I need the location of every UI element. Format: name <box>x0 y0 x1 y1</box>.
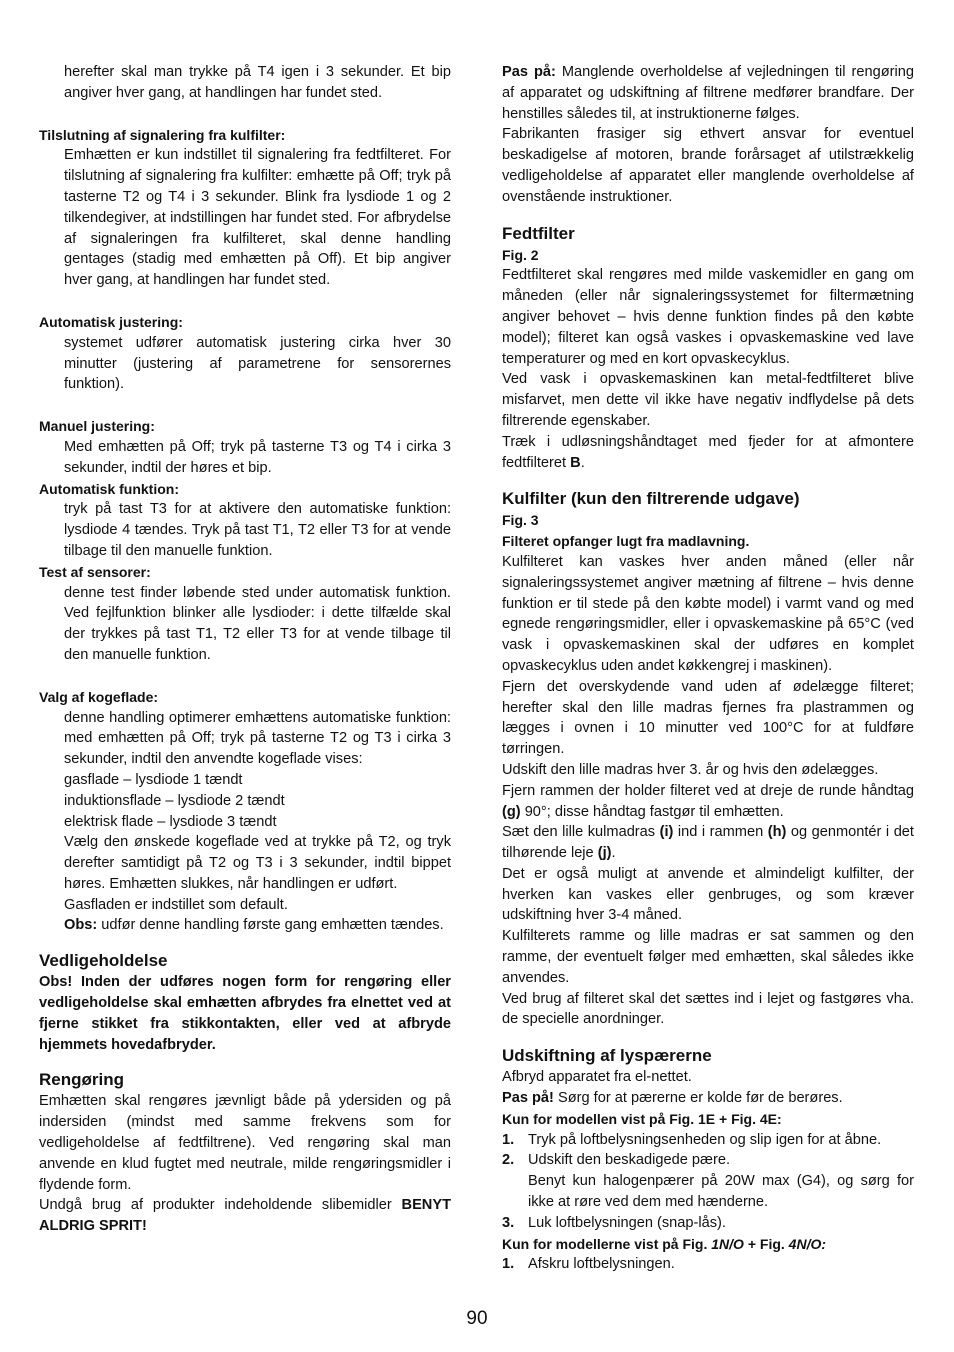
paragraph: Afbryd apparatet fra el-nettet. <box>502 1069 692 1086</box>
note-label: Obs: <box>64 917 98 934</box>
section-label: Tilslutning af signalering fra kulfilter: <box>39 126 286 143</box>
section-label: Automatisk funktion: <box>39 480 179 497</box>
paragraph: Fabrikanten frasiger sig ethvert ansvar for eventuel beskadigelse af motoren, brande forårsaget af utilstrækkelig vedligeholdelse af apparatet eller manglende overholdelse af ovenstående instruktioner. <box>502 126 914 205</box>
step-text: Udskift den beskadigede pære. <box>528 1152 731 1169</box>
model-label-text: + Fig. <box>743 1235 789 1252</box>
paragraph <box>502 822 914 864</box>
part-label: (h) <box>767 824 787 841</box>
step-text: Tryk på loftbelysningsenheden og slip igen for at åbne. <box>528 1131 882 1148</box>
paragraph: systemet udfører automatisk justering cirka hver 30 minutter (justering af parametrene for sensorernes funktion). <box>64 334 451 393</box>
section-label: Automatisk justering: <box>39 313 183 330</box>
section-label: Test af sensorer: <box>39 563 151 580</box>
paragraph-text: Undgå brug af produkter indeholdende slibemidler <box>39 1197 402 1214</box>
section-label: Valg af kogeflade: <box>39 688 159 705</box>
paragraph: Gasfladen er indstillet som default. <box>64 896 288 913</box>
warning-text: Sørg for at pærerne er kolde før de berøres. <box>553 1090 843 1107</box>
section-heading: Rengøring <box>39 1070 124 1090</box>
paragraph: Fedtfilteret skal rengøres med milde vaskemidler en gang om måneden (eller når signaleringssystemet for filtermætning angiver behovet – hvis denne funktion findes på den købte model); filteret kan også vaskes i opvaskemaskine ved lave temperaturer og med en kort opvaskecyklus. <box>502 267 914 367</box>
part-label: (j) <box>597 845 612 862</box>
paragraph: denne test finder løbende sted under automatisk funktion. Ved fejlfunktion blinker alle lysdioder: i dette tilfælde skal der trykkes på tast T1, T2 eller T3 for at vende tilbage til den manuelle funktion. <box>64 584 451 663</box>
list-item: elektrisk flade – lysdiode 3 tændt <box>64 813 277 830</box>
model-label: Kun for modellen vist på Fig. 1E + Fig. 4E: <box>502 1110 782 1127</box>
paragraph-text: Fjern rammen der holder filteret ved at dreje de runde håndtag <box>502 782 914 799</box>
left-column <box>39 62 451 1237</box>
paragraph: tryk på tast T3 for at aktivere den automatiske funktion: lysdiode 4 tændes. Tryk på tast T1, T2 eller T3 for at vende tilbage til den manuelle funktion. <box>64 501 451 559</box>
paragraph: Emhætten er kun indstillet til signalering fra fedtfilteret. For tilslutning af signalering fra kulfilter: emhætte på Off; tryk på tasterne T2 og T4 i 3 sekunder. Blink fra lysdiode 1 og 2 tilkendegiver, at indstillingen har fundet sted. For afbrydelse af signaleringen fra kulfilteret, skal denne handling gentages (stadig med emhætten på Off). Et bip angiver hver gang, at handlingen har fundet sted. <box>64 147 451 289</box>
paragraph: Ved brug af filteret skal det sættes ind i lejet og fastgøres vha. de specielle anordninger. <box>502 990 914 1028</box>
paragraph-text: og genmontér i det tilhørende leje <box>502 824 914 862</box>
part-label: (i) <box>659 824 674 841</box>
paragraph: Kulfilteret kan vaskes hver anden måned (eller når signaleringssystemet angiver mætning af filtrene – hvis denne funktion er til stede på den købte model) i varmt vand og med egnede rengøringsmidler, eller i opvaskemaskine på 65°C (ved vask i opvaskemaskinen skal der udføres en komplet opvaskecyklus uden andet køkkengrej i maskinen). <box>502 553 914 674</box>
paragraph: Træk i udløsningshåndtaget med fjeder for at afmontere fedtfilteret B. <box>502 433 914 471</box>
part-label: (g) <box>502 803 521 820</box>
step-number: 2. <box>502 1152 515 1169</box>
warning-paragraph: Obs! Inden der udføres nogen form for rengøring eller vedligeholdelse skal emhætten afbrydes fra elnettet ved at fjerne stikket fra stikkontakten, eller ved at afbryde hjemmets hovedafbryder. <box>39 974 451 1053</box>
paragraph <box>502 781 914 823</box>
warning-label: Pas på: <box>502 64 556 80</box>
model-label-text: Kun for modellerne vist på Fig. <box>502 1235 712 1252</box>
numbered-step <box>502 1130 914 1151</box>
numbered-step <box>502 1254 914 1275</box>
subheading: Filteret opfanger lugt fra madlavning. <box>502 533 750 550</box>
paragraph-text: . <box>611 845 616 862</box>
warning-paragraph <box>502 1088 914 1109</box>
paragraph <box>39 1195 451 1237</box>
paragraph: denne handling optimerer emhættens automatiske funktion: med emhætten på Off; tryk på tasterne T2 og T3 i cirka 3 sekunder, indtil den anvendte kogeflade vises: <box>64 709 451 768</box>
paragraph: Kulfilterets ramme og lille madras er sat sammen og den ramme, der eventuelt følger med emhætten, skal således ikke anvendes. <box>502 928 914 986</box>
model-label <box>502 1234 914 1255</box>
model-label-fig: 1N/O <box>711 1235 744 1252</box>
step-number: 1. <box>502 1256 515 1273</box>
numbered-step <box>502 1213 914 1234</box>
figure-ref: Fig. 3 <box>502 512 539 529</box>
right-column <box>502 62 914 1275</box>
paragraph: herefter skal man trykke på T4 igen i 3 sekunder. Et bip angiver hver gang, at handlingen har fundet sted. <box>64 64 451 101</box>
paragraph: Det er også muligt at anvende et almindeligt kulfilter, der hverken kan vaskes eller genbruges, og som kræver udskiftning hver 3-4 måned. <box>502 865 914 924</box>
paragraph: Vælg den ønskede kogeflade ved at trykke på T2, og tryk derefter samtidigt på T2 og T3 i 3 sekunder, indtil bippet høres. Emhætten slukkes, når handlingen er udført. <box>64 834 451 892</box>
paragraph: Ved vask i opvaskemaskinen kan metal-fedtfilteret blive misfarvet, men dette vil ikke have negativ indflydelse på dets filtrerende egenskaber. <box>502 371 914 429</box>
section-heading: Kulfilter (kun den filtrerende udgave) <box>502 489 800 509</box>
figure-ref: Fig. 2 <box>502 246 539 263</box>
step-text: Luk loftbelysningen (snap-lås). <box>528 1214 726 1231</box>
part-label: B <box>570 454 581 471</box>
section-heading: Vedligeholdelse <box>39 951 168 971</box>
list-item: induktionsflade – lysdiode 2 tændt <box>64 792 285 809</box>
warning-label: Pas på! <box>502 1090 554 1107</box>
warning-text: BENYT ALDRIG SPRIT! <box>39 1197 451 1235</box>
list-item: gasflade – lysdiode 1 tændt <box>64 771 243 788</box>
paragraph: Udskift den lille madras hver 3. år og hvis den ødelægges. <box>502 761 879 778</box>
step-note: Benyt kun halogenpærer på 20W max (G4), og sørg for ikke at røre ved dem med hænderne. <box>528 1173 914 1211</box>
step-number: 1. <box>502 1131 515 1148</box>
paragraph: Med emhætten på Off; tryk på tasterne T3 og T4 i cirka 3 sekunder, indtil der høres et bip. <box>64 438 451 476</box>
step-number: 3. <box>502 1214 515 1231</box>
paragraph-text: Træk i udløsningshåndtaget med fjeder for at afmontere fedtfilteret <box>502 433 914 471</box>
section-heading: Udskiftning af lyspærerne <box>502 1046 712 1066</box>
step-text: Afskru loftbelysningen. <box>528 1256 675 1273</box>
note-paragraph <box>39 915 451 936</box>
note-text: udfør denne handling første gang emhætten tændes. <box>97 917 444 934</box>
warning-paragraph <box>502 62 914 124</box>
paragraph: Emhætten skal rengøres jævnligt både på ydersiden og på indersiden (mindst med samme frekvens som for vedligeholdelse af fedtfiltrene). Ved rengøring skal man anvende en klud fugtet med neutrale, milde rengøringsmidler i flydende form. <box>39 1093 451 1193</box>
paragraph: Fjern det overskydende vand uden af ødelægge filteret; herefter skal den lille madras fjernes fra plastrammen og lægges i ovnen i 10 minutter ved 100°C for at fuldføre tørringen. <box>502 678 914 758</box>
paragraph-text: Sæt den lille kulmadras <box>502 824 660 841</box>
paragraph-text: 90°; disse håndtag fastgør til emhætten. <box>520 803 784 820</box>
section-heading: Fedtfilter <box>502 223 575 243</box>
warning-text: Manglende overholdelse af vejledningen til rengøring af apparatet og udskiftning af filtrene medfører brandfare. Der henstilles således til, at instruktionerne følges. <box>502 64 914 122</box>
model-label-fig: 4N/O: <box>788 1235 827 1252</box>
paragraph-text: ind i rammen <box>673 824 768 841</box>
numbered-step <box>502 1150 914 1171</box>
section-label: Manuel justering: <box>39 418 155 435</box>
page-number: 90 <box>466 1308 488 1329</box>
